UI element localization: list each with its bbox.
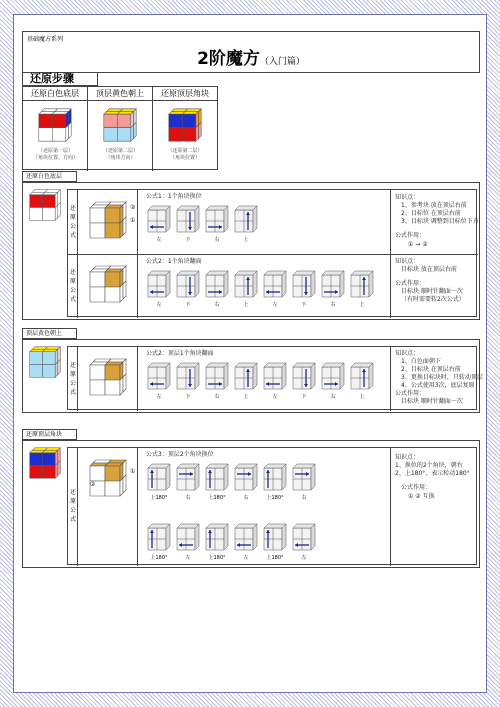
cube-sticker xyxy=(30,365,43,378)
section-3 xyxy=(22,440,480,568)
k1-line-1: 1、参考块 放在顶层右前 xyxy=(401,202,467,209)
move-step xyxy=(146,462,172,508)
move-step xyxy=(175,269,201,315)
sec3-k-title: 知识点： xyxy=(395,454,420,461)
move-step xyxy=(262,522,288,568)
step-col-2 xyxy=(88,87,153,171)
move-cube xyxy=(320,361,346,391)
cube-sticker xyxy=(39,114,53,128)
s3-method xyxy=(69,488,77,524)
cube-sticker xyxy=(120,284,123,302)
cube-sticker xyxy=(42,195,55,208)
move-label: 左 xyxy=(272,394,278,400)
move-step xyxy=(291,269,317,315)
cube-sticker xyxy=(90,466,105,481)
formula-2-cube xyxy=(88,264,128,306)
move-step xyxy=(204,522,230,568)
cube-sticker xyxy=(55,205,58,220)
move-label: 上 xyxy=(243,394,249,400)
move-label: 下 xyxy=(185,302,191,308)
cube-sticker xyxy=(30,208,43,221)
cube-section-1 xyxy=(28,188,62,222)
cube-sticker xyxy=(42,453,55,466)
move-cube-face xyxy=(195,363,199,389)
step-2-cap1: （还原第二层） xyxy=(102,148,138,154)
move-step xyxy=(204,204,230,250)
move-cube xyxy=(204,269,230,299)
sec2-formula-title: 公式2：顶层1个角块翻面 xyxy=(146,350,214,357)
move-cube-face xyxy=(282,464,286,490)
cube-sticker xyxy=(117,114,131,128)
move-label: 右 xyxy=(185,495,191,501)
cube-sticker xyxy=(52,128,66,142)
cube-sticker xyxy=(105,223,120,238)
cube-sticker xyxy=(120,377,123,395)
cube-formula-sec2 xyxy=(88,357,128,397)
cube-sticker xyxy=(196,125,199,141)
move-cube xyxy=(204,204,230,234)
cube-sticker xyxy=(58,202,61,217)
move-label: 上180° xyxy=(208,495,226,501)
move-step xyxy=(349,269,375,315)
cube-sticker xyxy=(105,208,120,223)
move-cube xyxy=(291,462,317,492)
overview-cube-3 xyxy=(167,107,203,143)
cube-sticker xyxy=(69,122,72,138)
sec3-mark-1: ① xyxy=(130,468,136,475)
k1-line-2: 2、目标位 在顶层右前 xyxy=(401,210,461,217)
move-cube-face xyxy=(166,206,170,232)
cube-sticker xyxy=(90,380,105,395)
cube-sticker xyxy=(30,453,43,466)
formula-1-moves xyxy=(146,204,386,252)
k1-effect: 公式作用： xyxy=(395,232,426,239)
cube-formula-1 xyxy=(88,200,128,240)
section-1-panel xyxy=(67,189,477,317)
s1-method-a xyxy=(69,204,77,240)
move-cube xyxy=(146,522,172,552)
s1-method-b xyxy=(69,268,77,304)
move-label: 左 xyxy=(156,394,162,400)
move-label: 下 xyxy=(185,394,191,400)
overview-cube-2 xyxy=(102,107,138,143)
steps-heading: 还原步骤 xyxy=(22,72,98,86)
sec3-k-effect-val: ① ② 互换 xyxy=(408,493,435,500)
move-label: 右 xyxy=(330,302,336,308)
k1-title: 知识点： xyxy=(395,194,420,201)
move-cube-face xyxy=(224,524,228,550)
move-label: 下 xyxy=(301,302,307,308)
k1-line-3: 3、目标块 调整到目标位下方 xyxy=(401,218,479,225)
formula-1-mark-2: ① xyxy=(130,217,136,224)
move-label: 上180° xyxy=(150,555,168,561)
move-cube-face xyxy=(195,524,199,550)
section-3-panel xyxy=(67,447,477,565)
cube-sticker xyxy=(30,352,43,365)
move-step xyxy=(291,522,317,568)
move-cube-face xyxy=(282,271,286,297)
step-1-name: 还原白色底层 xyxy=(23,87,87,101)
sec3-mark-2: ② xyxy=(90,481,96,488)
cube-sticker xyxy=(52,114,66,128)
move-cube-face xyxy=(224,271,228,297)
move-step xyxy=(204,462,230,508)
move-cube-face xyxy=(224,363,228,389)
sec3-moves-row-2 xyxy=(146,522,386,566)
move-cube xyxy=(262,462,288,492)
cube-sticker xyxy=(104,128,118,142)
move-cube xyxy=(204,361,230,391)
move-cube-face xyxy=(224,206,228,232)
sec2-k-4: 4、公式使用3次，底层复原 xyxy=(401,382,475,389)
step-2-name: 顶层黄色朝上 xyxy=(88,87,152,101)
cube-sticker xyxy=(42,365,55,378)
move-step xyxy=(291,462,317,508)
move-step xyxy=(233,269,259,315)
cube-section-2 xyxy=(28,345,62,379)
move-cube-face xyxy=(253,271,257,297)
move-cube-face xyxy=(166,524,170,550)
move-label: 上 xyxy=(359,302,365,308)
sec2-k-1: 1、白色面朝下 xyxy=(401,358,441,365)
move-cube xyxy=(262,269,288,299)
cube-formula-2 xyxy=(88,264,128,304)
move-step xyxy=(233,361,259,407)
move-label: 上 xyxy=(359,394,365,400)
move-cube xyxy=(349,269,375,299)
section-1 xyxy=(22,182,480,320)
formula-1-mark-1: ② xyxy=(130,204,136,211)
move-cube-face xyxy=(166,464,170,490)
move-step xyxy=(146,522,172,568)
section-2-cube xyxy=(28,345,62,379)
move-label: 右 xyxy=(243,495,249,501)
cube-sticker xyxy=(123,281,126,299)
move-step xyxy=(291,361,317,407)
cube-sticker xyxy=(55,463,58,478)
step-3-cap1: （还原第二层） xyxy=(167,148,203,154)
cube-sticker xyxy=(105,365,120,380)
move-cube xyxy=(291,269,317,299)
section-1-cube xyxy=(28,188,62,222)
step-1-cap1: （还原第一层） xyxy=(37,148,73,154)
move-cube-face xyxy=(195,271,199,297)
method-label: 还 原 公 式 xyxy=(69,489,76,523)
cube-formula-sec3 xyxy=(88,458,128,498)
move-label: 上180° xyxy=(266,495,284,501)
move-cube xyxy=(175,522,201,552)
cube-sticker xyxy=(105,380,120,395)
steps-table xyxy=(22,86,218,170)
cube-sticker xyxy=(105,481,120,496)
method-label: 还 原 公 式 xyxy=(69,269,76,303)
k1-effect-value: ① → ② xyxy=(408,241,428,248)
method-label: 还 原 公 式 xyxy=(69,205,76,239)
step-3-name: 还原顶层角块 xyxy=(153,87,217,101)
move-cube xyxy=(233,361,259,391)
section-3-cube xyxy=(28,446,62,480)
move-cube-face xyxy=(253,524,257,550)
cube-step-3 xyxy=(167,107,203,143)
move-step xyxy=(320,361,346,407)
move-label: 左 xyxy=(156,237,162,243)
move-label: 左 xyxy=(156,302,162,308)
cube-sticker xyxy=(123,475,126,493)
cube-sticker xyxy=(55,362,58,377)
section-3-title: 还原顶层角块 xyxy=(22,429,77,440)
move-cube xyxy=(291,361,317,391)
section-2-panel xyxy=(67,346,483,410)
move-cube xyxy=(175,269,201,299)
move-label: 右 xyxy=(301,495,307,501)
move-label: 下 xyxy=(185,237,191,243)
sec3-formula-title: 公式3：顶层2个角块换位 xyxy=(146,451,214,458)
cube-sticker xyxy=(90,272,105,287)
sec2-k-2: 2、目标块 在顶层右前 xyxy=(401,366,461,373)
move-cube-face xyxy=(166,363,170,389)
cube-sticker xyxy=(105,272,120,287)
cube-sticker xyxy=(123,374,126,392)
cube-sticker xyxy=(123,217,126,235)
move-cube xyxy=(320,269,346,299)
move-label: 下 xyxy=(301,394,307,400)
move-cube xyxy=(233,204,259,234)
move-cube xyxy=(146,462,172,492)
move-cube xyxy=(175,361,201,391)
sec3-formula-cube xyxy=(88,458,128,500)
k2-effect-line-1: 目标块 顺时针翻面一次 xyxy=(401,288,463,295)
page-frame xyxy=(13,14,487,693)
move-cube-face xyxy=(224,464,228,490)
move-cube-face xyxy=(311,271,315,297)
move-cube xyxy=(233,522,259,552)
move-label: 上180° xyxy=(208,555,226,561)
move-cube-face xyxy=(340,363,344,389)
move-step xyxy=(262,462,288,508)
cube-sticker xyxy=(169,114,183,128)
sec2-k-effect-val: 目标块 顺时针翻面一次 xyxy=(401,398,463,405)
page-title xyxy=(23,44,479,69)
move-label: 右 xyxy=(214,302,220,308)
formula-1-title: 公式1：1个角块换位 xyxy=(146,193,202,200)
cube-sticker xyxy=(58,460,61,475)
cube-sticker xyxy=(66,125,69,141)
move-cube xyxy=(262,361,288,391)
move-step xyxy=(175,204,201,250)
overview-cube-1 xyxy=(37,107,73,143)
move-step xyxy=(175,522,201,568)
section-2-title: 顶层黄色朝上 xyxy=(22,328,77,339)
cube-sticker xyxy=(199,122,202,138)
move-step xyxy=(233,522,259,568)
move-step xyxy=(204,269,230,315)
move-cube xyxy=(204,522,230,552)
move-step xyxy=(349,361,375,407)
move-label: 上180° xyxy=(266,555,284,561)
cube-sticker xyxy=(105,287,120,302)
move-label: 左 xyxy=(243,555,249,561)
cube-sticker xyxy=(131,125,134,141)
sec2-k-title: 知识点： xyxy=(395,350,420,357)
move-cube xyxy=(146,361,172,391)
move-label: 左 xyxy=(185,555,191,561)
move-label: 左 xyxy=(301,555,307,561)
move-cube xyxy=(349,361,375,391)
sec2-formula-moves xyxy=(146,361,386,409)
move-step xyxy=(175,361,201,407)
move-step xyxy=(146,204,172,250)
cube-step-1 xyxy=(37,107,73,143)
formula-1-cube xyxy=(88,200,128,242)
move-cube xyxy=(175,204,201,234)
move-cube-face xyxy=(340,271,344,297)
step-col-3 xyxy=(153,87,217,171)
sec3-k-2: 2、上180°，表示转动180° xyxy=(395,470,470,477)
sec2-k-3: 3、更换目标块时，只转动顶层 xyxy=(401,374,483,381)
cube-sticker xyxy=(90,223,105,238)
move-step xyxy=(262,361,288,407)
cube-sticker xyxy=(182,128,196,142)
section-1-title: 还原白色底层 xyxy=(22,171,77,182)
step-col-1 xyxy=(23,87,88,171)
move-label: 上180° xyxy=(150,495,168,501)
sec3-k-1: 1、换位的2个角块，朝右 xyxy=(395,462,463,469)
move-label: 右 xyxy=(330,394,336,400)
cube-sticker xyxy=(42,352,55,365)
cube-sticker xyxy=(90,365,105,380)
cube-sticker xyxy=(30,195,43,208)
move-cube xyxy=(291,522,317,552)
section-2 xyxy=(22,339,483,413)
move-cube-face xyxy=(369,271,373,297)
cube-sticker xyxy=(58,359,61,374)
sec2-k-effect: 公式作用： xyxy=(395,390,426,397)
cube-sticker xyxy=(104,114,118,128)
move-cube-face xyxy=(253,464,257,490)
move-cube-face xyxy=(253,206,257,232)
move-cube-face xyxy=(282,524,286,550)
title-block xyxy=(22,31,480,73)
cube-sticker xyxy=(90,208,105,223)
move-label: 左 xyxy=(272,302,278,308)
move-step xyxy=(233,462,259,508)
cube-sticker xyxy=(39,128,53,142)
step-1-cap2: （角块位置、方向） xyxy=(32,155,78,161)
move-cube xyxy=(146,269,172,299)
cube-section-3 xyxy=(28,446,62,480)
s2-method xyxy=(69,361,77,397)
sec3-k-effect: 公式作用： xyxy=(401,484,432,491)
title-main: 2阶魔方 xyxy=(197,49,260,69)
cube-sticker xyxy=(120,478,123,496)
move-cube-face xyxy=(311,363,315,389)
move-label: 上 xyxy=(243,237,249,243)
k2-title: 知识点： xyxy=(395,258,420,265)
move-label: 上 xyxy=(243,302,249,308)
move-label: 右 xyxy=(214,394,220,400)
move-step xyxy=(204,361,230,407)
cube-sticker xyxy=(105,466,120,481)
cube-sticker xyxy=(169,128,183,142)
method-label: 还 原 公 式 xyxy=(69,362,76,396)
move-label: 右 xyxy=(214,237,220,243)
move-cube xyxy=(233,269,259,299)
move-step xyxy=(233,204,259,250)
cube-sticker xyxy=(90,287,105,302)
cube-sticker xyxy=(134,122,137,138)
move-cube-face xyxy=(166,271,170,297)
move-step xyxy=(175,462,201,508)
step-3-cap2: （角块位置） xyxy=(169,155,200,161)
move-step xyxy=(146,361,172,407)
title-subtitle: （入门篇） xyxy=(259,57,305,67)
move-cube-face xyxy=(195,464,199,490)
cube-sticker xyxy=(117,128,131,142)
move-cube xyxy=(175,462,201,492)
move-cube xyxy=(146,204,172,234)
move-cube-face xyxy=(311,524,315,550)
cube-sticker xyxy=(182,114,196,128)
sec3-moves-row-1 xyxy=(146,462,386,506)
cube-sticker xyxy=(42,208,55,221)
move-cube-face xyxy=(369,363,373,389)
move-cube-face xyxy=(195,206,199,232)
step-2-cap2: （角块方向） xyxy=(105,155,136,161)
move-step xyxy=(320,269,346,315)
k2-line-1: 目标块 放在顶层右前 xyxy=(401,266,457,273)
k2-effect-line-2: （有时需要转2次公式） xyxy=(401,296,465,303)
move-cube-face xyxy=(311,464,315,490)
series-label: 基础魔方系列 xyxy=(27,36,64,43)
cube-step-2 xyxy=(102,107,138,143)
move-step xyxy=(262,269,288,315)
sec2-formula-cube xyxy=(88,357,128,399)
move-cube xyxy=(262,522,288,552)
cube-sticker xyxy=(120,220,123,238)
move-cube xyxy=(233,462,259,492)
cube-sticker xyxy=(30,466,43,479)
cube-sticker xyxy=(42,466,55,479)
formula-2-title: 公式2：1个角块翻面 xyxy=(146,258,202,265)
move-cube-face xyxy=(282,363,286,389)
formula-2-moves xyxy=(146,269,386,317)
move-cube xyxy=(204,462,230,492)
k2-effect: 公式作用： xyxy=(395,280,426,287)
move-cube-face xyxy=(253,363,257,389)
move-step xyxy=(146,269,172,315)
